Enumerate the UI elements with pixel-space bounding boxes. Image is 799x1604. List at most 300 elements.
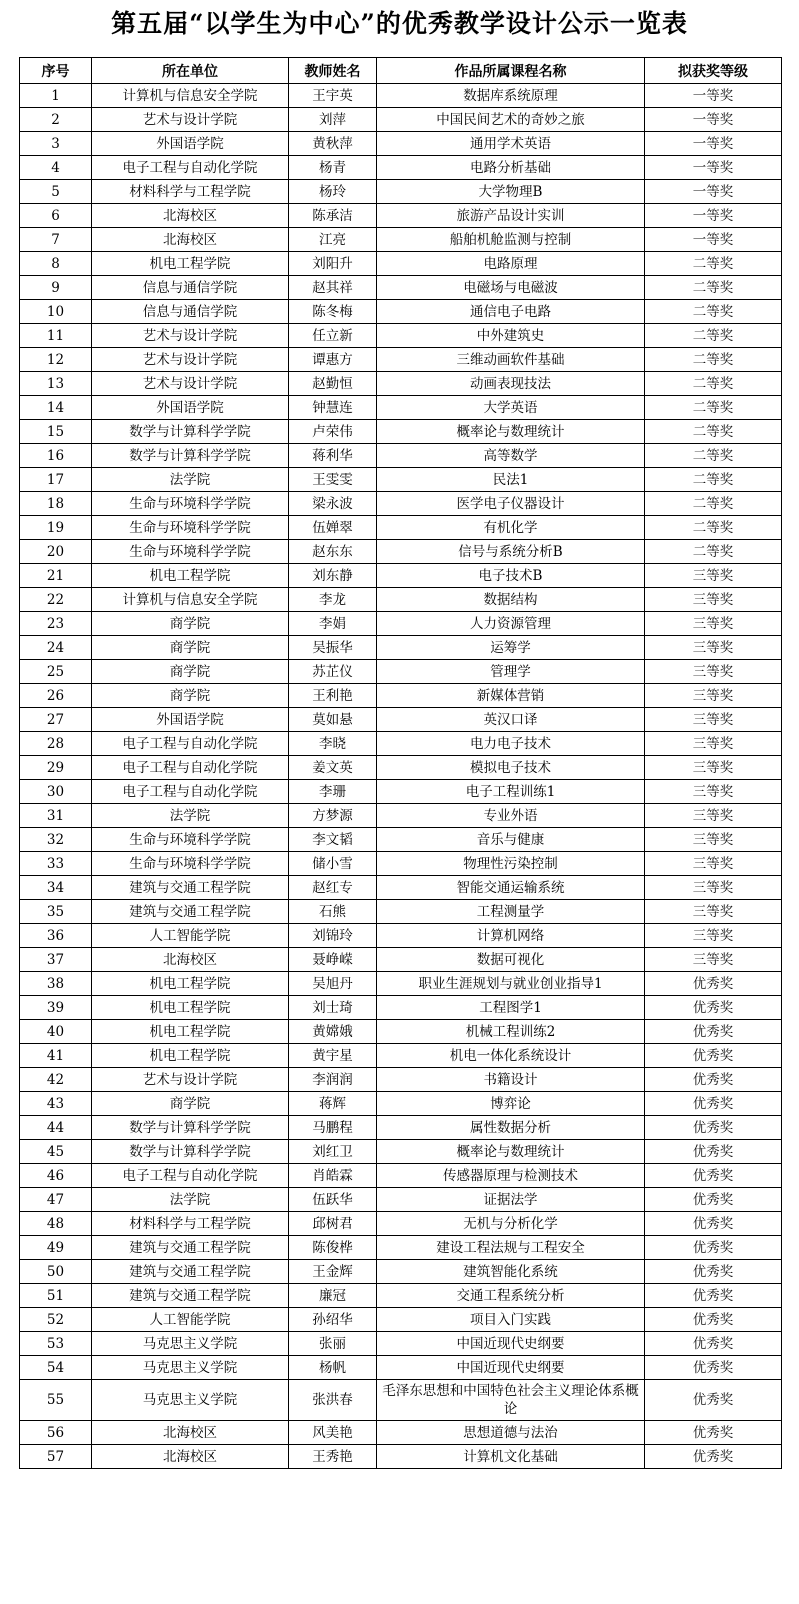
cell-number: 9: [20, 276, 92, 300]
cell-course: 电路分析基础: [377, 156, 645, 180]
cell-teacher: 方梦源: [289, 804, 377, 828]
cell-number: 26: [20, 684, 92, 708]
cell-award: 二等奖: [645, 300, 782, 324]
cell-unit: 机电工程学院: [92, 996, 289, 1020]
cell-award: 三等奖: [645, 588, 782, 612]
cell-unit: 商学院: [92, 612, 289, 636]
cell-number: 36: [20, 924, 92, 948]
cell-course: 三维动画软件基础: [377, 348, 645, 372]
cell-number: 25: [20, 660, 92, 684]
table-row: [20, 1445, 782, 1469]
cell-unit: 数学与计算科学学院: [92, 1116, 289, 1140]
cell-unit: 艺术与设计学院: [92, 372, 289, 396]
cell-course: 英汉口译: [377, 708, 645, 732]
table-row: [20, 540, 782, 564]
cell-teacher: 廉冠: [289, 1284, 377, 1308]
cell-course: 数据库系统原理: [377, 84, 645, 108]
cell-course: 通信电子电路: [377, 300, 645, 324]
table-row: [20, 108, 782, 132]
cell-unit: 电子工程与自动化学院: [92, 1164, 289, 1188]
cell-teacher: 风美艳: [289, 1421, 377, 1445]
cell-unit: 电子工程与自动化学院: [92, 756, 289, 780]
cell-course: 无机与分析化学: [377, 1212, 645, 1236]
cell-teacher: 黄宇星: [289, 1044, 377, 1068]
cell-unit: 机电工程学院: [92, 1020, 289, 1044]
table-row: [20, 684, 782, 708]
cell-course: 中国近现代史纲要: [377, 1332, 645, 1356]
header-row: [20, 58, 782, 84]
cell-unit: 信息与通信学院: [92, 300, 289, 324]
cell-unit: 北海校区: [92, 228, 289, 252]
cell-unit: 数学与计算科学学院: [92, 1140, 289, 1164]
table-row: [20, 1020, 782, 1044]
cell-teacher: 梁永波: [289, 492, 377, 516]
cell-award: 优秀奖: [645, 1164, 782, 1188]
page-title: 第五届“以学生为中心”的优秀教学设计公示一览表: [111, 9, 688, 38]
cell-unit: 北海校区: [92, 948, 289, 972]
cell-course: 电子技术B: [377, 564, 645, 588]
cell-award: 二等奖: [645, 444, 782, 468]
cell-teacher: 伍婵翠: [289, 516, 377, 540]
cell-teacher: 刘士琦: [289, 996, 377, 1020]
cell-teacher: 赵其祥: [289, 276, 377, 300]
cell-number: 12: [20, 348, 92, 372]
cell-teacher: 李龙: [289, 588, 377, 612]
cell-course: 证据法学: [377, 1188, 645, 1212]
cell-award: 三等奖: [645, 780, 782, 804]
cell-unit: 艺术与设计学院: [92, 324, 289, 348]
cell-teacher: 陈冬梅: [289, 300, 377, 324]
cell-number: 16: [20, 444, 92, 468]
cell-course: 工程测量学: [377, 900, 645, 924]
cell-award: 优秀奖: [645, 1020, 782, 1044]
cell-unit: 机电工程学院: [92, 972, 289, 996]
cell-award: 优秀奖: [645, 1380, 782, 1421]
cell-course: 模拟电子技术: [377, 756, 645, 780]
cell-teacher: 刘红卫: [289, 1140, 377, 1164]
cell-award: 三等奖: [645, 948, 782, 972]
cell-course: 电子工程训练1: [377, 780, 645, 804]
cell-unit: 生命与环境科学学院: [92, 852, 289, 876]
cell-course: 电磁场与电磁波: [377, 276, 645, 300]
cell-course: 工程图学1: [377, 996, 645, 1020]
cell-teacher: 杨帆: [289, 1356, 377, 1380]
cell-award: 优秀奖: [645, 1212, 782, 1236]
cell-unit: 机电工程学院: [92, 564, 289, 588]
cell-number: 34: [20, 876, 92, 900]
table-row: [20, 732, 782, 756]
cell-teacher: 刘锦玲: [289, 924, 377, 948]
cell-teacher: 杨玲: [289, 180, 377, 204]
cell-course: 建设工程法规与工程安全: [377, 1236, 645, 1260]
cell-award: 二等奖: [645, 276, 782, 300]
cell-course: 大学物理B: [377, 180, 645, 204]
cell-number: 47: [20, 1188, 92, 1212]
cell-unit: 北海校区: [92, 204, 289, 228]
cell-number: 49: [20, 1236, 92, 1260]
cell-award: 优秀奖: [645, 1188, 782, 1212]
cell-unit: 电子工程与自动化学院: [92, 732, 289, 756]
cell-number: 1: [20, 84, 92, 108]
cell-course: 思想道德与法治: [377, 1421, 645, 1445]
cell-award: 优秀奖: [645, 1421, 782, 1445]
table-row: [20, 708, 782, 732]
cell-unit: 外国语学院: [92, 708, 289, 732]
cell-course: 船舶机舱监测与控制: [377, 228, 645, 252]
cell-course: 毛泽东思想和中国特色社会主义理论体系概论: [377, 1380, 645, 1421]
cell-number: 39: [20, 996, 92, 1020]
cell-number: 32: [20, 828, 92, 852]
cell-unit: 材料科学与工程学院: [92, 1212, 289, 1236]
table-row: [20, 396, 782, 420]
cell-course: 电力电子技术: [377, 732, 645, 756]
cell-number: 43: [20, 1092, 92, 1116]
cell-award: 三等奖: [645, 708, 782, 732]
cell-teacher: 杨青: [289, 156, 377, 180]
cell-number: 5: [20, 180, 92, 204]
cell-award: 三等奖: [645, 564, 782, 588]
cell-number: 19: [20, 516, 92, 540]
cell-unit: 电子工程与自动化学院: [92, 156, 289, 180]
cell-number: 35: [20, 900, 92, 924]
cell-course: 传感器原理与检测技术: [377, 1164, 645, 1188]
cell-course: 交通工程系统分析: [377, 1284, 645, 1308]
cell-unit: 人工智能学院: [92, 1308, 289, 1332]
table-row: [20, 1212, 782, 1236]
cell-teacher: 赵东东: [289, 540, 377, 564]
table-row: [20, 1044, 782, 1068]
cell-number: 48: [20, 1212, 92, 1236]
cell-unit: 建筑与交通工程学院: [92, 1284, 289, 1308]
cell-number: 46: [20, 1164, 92, 1188]
cell-teacher: 任立新: [289, 324, 377, 348]
table-row: [20, 1421, 782, 1445]
cell-unit: 生命与环境科学学院: [92, 540, 289, 564]
table-row: [20, 948, 782, 972]
cell-course: 旅游产品设计实训: [377, 204, 645, 228]
cell-award: 二等奖: [645, 540, 782, 564]
cell-teacher: 王利艳: [289, 684, 377, 708]
table-row: [20, 780, 782, 804]
cell-number: 20: [20, 540, 92, 564]
cell-course: 民法1: [377, 468, 645, 492]
cell-number: 2: [20, 108, 92, 132]
cell-award: 优秀奖: [645, 1445, 782, 1469]
cell-award: 三等奖: [645, 876, 782, 900]
cell-unit: 机电工程学院: [92, 1044, 289, 1068]
table-row: [20, 516, 782, 540]
cell-course: 数据可视化: [377, 948, 645, 972]
cell-unit: 建筑与交通工程学院: [92, 1236, 289, 1260]
cell-award: 一等奖: [645, 84, 782, 108]
cell-teacher: 黄嫦娥: [289, 1020, 377, 1044]
cell-teacher: 陈俊桦: [289, 1236, 377, 1260]
cell-award: 三等奖: [645, 636, 782, 660]
cell-unit: 艺术与设计学院: [92, 1068, 289, 1092]
table-row: [20, 852, 782, 876]
cell-award: 三等奖: [645, 804, 782, 828]
column-header-teacher: 教师姓名: [289, 58, 377, 84]
cell-unit: 商学院: [92, 1092, 289, 1116]
cell-unit: 电子工程与自动化学院: [92, 780, 289, 804]
cell-award: 一等奖: [645, 156, 782, 180]
cell-number: 11: [20, 324, 92, 348]
cell-teacher: 李润润: [289, 1068, 377, 1092]
cell-unit: 生命与环境科学学院: [92, 828, 289, 852]
table-row: [20, 1332, 782, 1356]
table-row: [20, 84, 782, 108]
table-row: [20, 924, 782, 948]
cell-award: 二等奖: [645, 492, 782, 516]
cell-award: 优秀奖: [645, 1068, 782, 1092]
cell-number: 23: [20, 612, 92, 636]
table-row: [20, 1116, 782, 1140]
table-row: [20, 660, 782, 684]
cell-unit: 机电工程学院: [92, 252, 289, 276]
cell-course: 概率论与数理统计: [377, 420, 645, 444]
cell-teacher: 吴振华: [289, 636, 377, 660]
cell-number: 57: [20, 1445, 92, 1469]
cell-number: 17: [20, 468, 92, 492]
cell-award: 优秀奖: [645, 1356, 782, 1380]
table-row: [20, 132, 782, 156]
cell-teacher: 马鹏程: [289, 1116, 377, 1140]
cell-unit: 建筑与交通工程学院: [92, 876, 289, 900]
column-header-award: 拟获奖等级: [645, 58, 782, 84]
cell-teacher: 储小雪: [289, 852, 377, 876]
cell-course: 计算机文化基础: [377, 1445, 645, 1469]
cell-unit: 计算机与信息安全学院: [92, 588, 289, 612]
cell-course: 机械工程训练2: [377, 1020, 645, 1044]
cell-award: 三等奖: [645, 612, 782, 636]
cell-teacher: 赵红专: [289, 876, 377, 900]
cell-teacher: 王秀艳: [289, 1445, 377, 1469]
cell-number: 52: [20, 1308, 92, 1332]
cell-award: 一等奖: [645, 108, 782, 132]
cell-teacher: 李珊: [289, 780, 377, 804]
cell-course: 属性数据分析: [377, 1116, 645, 1140]
cell-course: 机电一体化系统设计: [377, 1044, 645, 1068]
cell-unit: 建筑与交通工程学院: [92, 1260, 289, 1284]
cell-number: 28: [20, 732, 92, 756]
table-row: [20, 324, 782, 348]
table-row: [20, 156, 782, 180]
table-row: [20, 348, 782, 372]
table-row: [20, 1356, 782, 1380]
cell-course: 电路原理: [377, 252, 645, 276]
cell-unit: 生命与环境科学学院: [92, 516, 289, 540]
cell-course: 职业生涯规划与就业创业指导1: [377, 972, 645, 996]
cell-award: 二等奖: [645, 324, 782, 348]
cell-number: 7: [20, 228, 92, 252]
cell-number: 56: [20, 1421, 92, 1445]
cell-award: 一等奖: [645, 180, 782, 204]
cell-course: 管理学: [377, 660, 645, 684]
cell-course: 医学电子仪器设计: [377, 492, 645, 516]
cell-course: 大学英语: [377, 396, 645, 420]
cell-teacher: 孙绍华: [289, 1308, 377, 1332]
cell-course: 中外建筑史: [377, 324, 645, 348]
cell-number: 51: [20, 1284, 92, 1308]
cell-teacher: 王金辉: [289, 1260, 377, 1284]
cell-course: 书籍设计: [377, 1068, 645, 1092]
table-row: [20, 180, 782, 204]
cell-teacher: 刘东静: [289, 564, 377, 588]
cell-number: 29: [20, 756, 92, 780]
cell-teacher: 姜文英: [289, 756, 377, 780]
cell-unit: 外国语学院: [92, 396, 289, 420]
cell-award: 二等奖: [645, 252, 782, 276]
cell-teacher: 李文韬: [289, 828, 377, 852]
table-row: [20, 876, 782, 900]
cell-course: 计算机网络: [377, 924, 645, 948]
cell-award: 二等奖: [645, 372, 782, 396]
cell-unit: 商学院: [92, 660, 289, 684]
cell-award: 优秀奖: [645, 996, 782, 1020]
table-row: [20, 828, 782, 852]
cell-teacher: 李娟: [289, 612, 377, 636]
cell-teacher: 张丽: [289, 1332, 377, 1356]
table-row: [20, 564, 782, 588]
cell-unit: 马克思主义学院: [92, 1356, 289, 1380]
cell-award: 二等奖: [645, 420, 782, 444]
table-row: [20, 1380, 782, 1421]
column-header-number: 序号: [20, 58, 92, 84]
cell-course: 新媒体营销: [377, 684, 645, 708]
cell-award: 三等奖: [645, 924, 782, 948]
cell-number: 3: [20, 132, 92, 156]
cell-number: 31: [20, 804, 92, 828]
cell-number: 10: [20, 300, 92, 324]
cell-award: 二等奖: [645, 348, 782, 372]
table-row: [20, 468, 782, 492]
cell-teacher: 陈承洁: [289, 204, 377, 228]
cell-award: 三等奖: [645, 732, 782, 756]
cell-unit: 马克思主义学院: [92, 1380, 289, 1421]
cell-unit: 数学与计算科学学院: [92, 420, 289, 444]
cell-number: 14: [20, 396, 92, 420]
cell-award: 优秀奖: [645, 1092, 782, 1116]
cell-unit: 外国语学院: [92, 132, 289, 156]
cell-teacher: 邱树君: [289, 1212, 377, 1236]
table-row: [20, 1236, 782, 1260]
cell-teacher: 莫如悬: [289, 708, 377, 732]
cell-teacher: 江亮: [289, 228, 377, 252]
cell-teacher: 赵勤恒: [289, 372, 377, 396]
cell-award: 优秀奖: [645, 1284, 782, 1308]
cell-course: 数据结构: [377, 588, 645, 612]
table-row: [20, 372, 782, 396]
table-row: [20, 228, 782, 252]
table-row: [20, 1308, 782, 1332]
cell-number: 4: [20, 156, 92, 180]
cell-award: 优秀奖: [645, 1260, 782, 1284]
cell-number: 22: [20, 588, 92, 612]
cell-teacher: 张洪春: [289, 1380, 377, 1421]
cell-course: 音乐与健康: [377, 828, 645, 852]
cell-award: 三等奖: [645, 828, 782, 852]
column-header-unit: 所在单位: [92, 58, 289, 84]
table-row: [20, 900, 782, 924]
cell-teacher: 卢荣伟: [289, 420, 377, 444]
cell-award: 二等奖: [645, 468, 782, 492]
cell-teacher: 蒋利华: [289, 444, 377, 468]
cell-number: 18: [20, 492, 92, 516]
cell-award: 三等奖: [645, 756, 782, 780]
cell-number: 13: [20, 372, 92, 396]
cell-number: 41: [20, 1044, 92, 1068]
cell-unit: 北海校区: [92, 1421, 289, 1445]
table-row: [20, 972, 782, 996]
cell-course: 信号与系统分析B: [377, 540, 645, 564]
table-row: [20, 996, 782, 1020]
table-row: [20, 1164, 782, 1188]
cell-course: 运筹学: [377, 636, 645, 660]
cell-number: 44: [20, 1116, 92, 1140]
cell-award: 优秀奖: [645, 972, 782, 996]
cell-number: 42: [20, 1068, 92, 1092]
cell-course: 智能交通运输系统: [377, 876, 645, 900]
table-row: [20, 1188, 782, 1212]
award-table: [19, 57, 782, 1469]
table-row: [20, 1092, 782, 1116]
cell-unit: 建筑与交通工程学院: [92, 900, 289, 924]
table-row: [20, 492, 782, 516]
cell-course: 建筑智能化系统: [377, 1260, 645, 1284]
cell-award: 一等奖: [645, 228, 782, 252]
cell-teacher: 肖皓霖: [289, 1164, 377, 1188]
cell-course: 有机化学: [377, 516, 645, 540]
cell-course: 专业外语: [377, 804, 645, 828]
cell-number: 54: [20, 1356, 92, 1380]
cell-award: 一等奖: [645, 132, 782, 156]
cell-award: 优秀奖: [645, 1308, 782, 1332]
cell-course: 物理性污染控制: [377, 852, 645, 876]
cell-teacher: 钟慧连: [289, 396, 377, 420]
cell-course: 通用学术英语: [377, 132, 645, 156]
cell-teacher: 石熊: [289, 900, 377, 924]
table-row: [20, 444, 782, 468]
cell-course: 人力资源管理: [377, 612, 645, 636]
table-row: [20, 636, 782, 660]
table-row: [20, 1260, 782, 1284]
cell-number: 53: [20, 1332, 92, 1356]
cell-teacher: 苏芷仪: [289, 660, 377, 684]
table-row: [20, 1140, 782, 1164]
cell-award: 优秀奖: [645, 1332, 782, 1356]
cell-course: 项目入门实践: [377, 1308, 645, 1332]
table-row: [20, 204, 782, 228]
cell-award: 二等奖: [645, 516, 782, 540]
cell-number: 55: [20, 1380, 92, 1421]
cell-unit: 北海校区: [92, 1445, 289, 1469]
cell-teacher: 黄秋萍: [289, 132, 377, 156]
table-row: [20, 420, 782, 444]
table-header: [20, 58, 782, 84]
cell-award: 优秀奖: [645, 1116, 782, 1140]
cell-number: 37: [20, 948, 92, 972]
table-row: [20, 276, 782, 300]
cell-number: 30: [20, 780, 92, 804]
cell-award: 优秀奖: [645, 1044, 782, 1068]
cell-teacher: 刘萍: [289, 108, 377, 132]
table-row: [20, 756, 782, 780]
cell-unit: 艺术与设计学院: [92, 108, 289, 132]
cell-teacher: 吴旭丹: [289, 972, 377, 996]
cell-award: 优秀奖: [645, 1140, 782, 1164]
cell-unit: 法学院: [92, 1188, 289, 1212]
cell-number: 21: [20, 564, 92, 588]
